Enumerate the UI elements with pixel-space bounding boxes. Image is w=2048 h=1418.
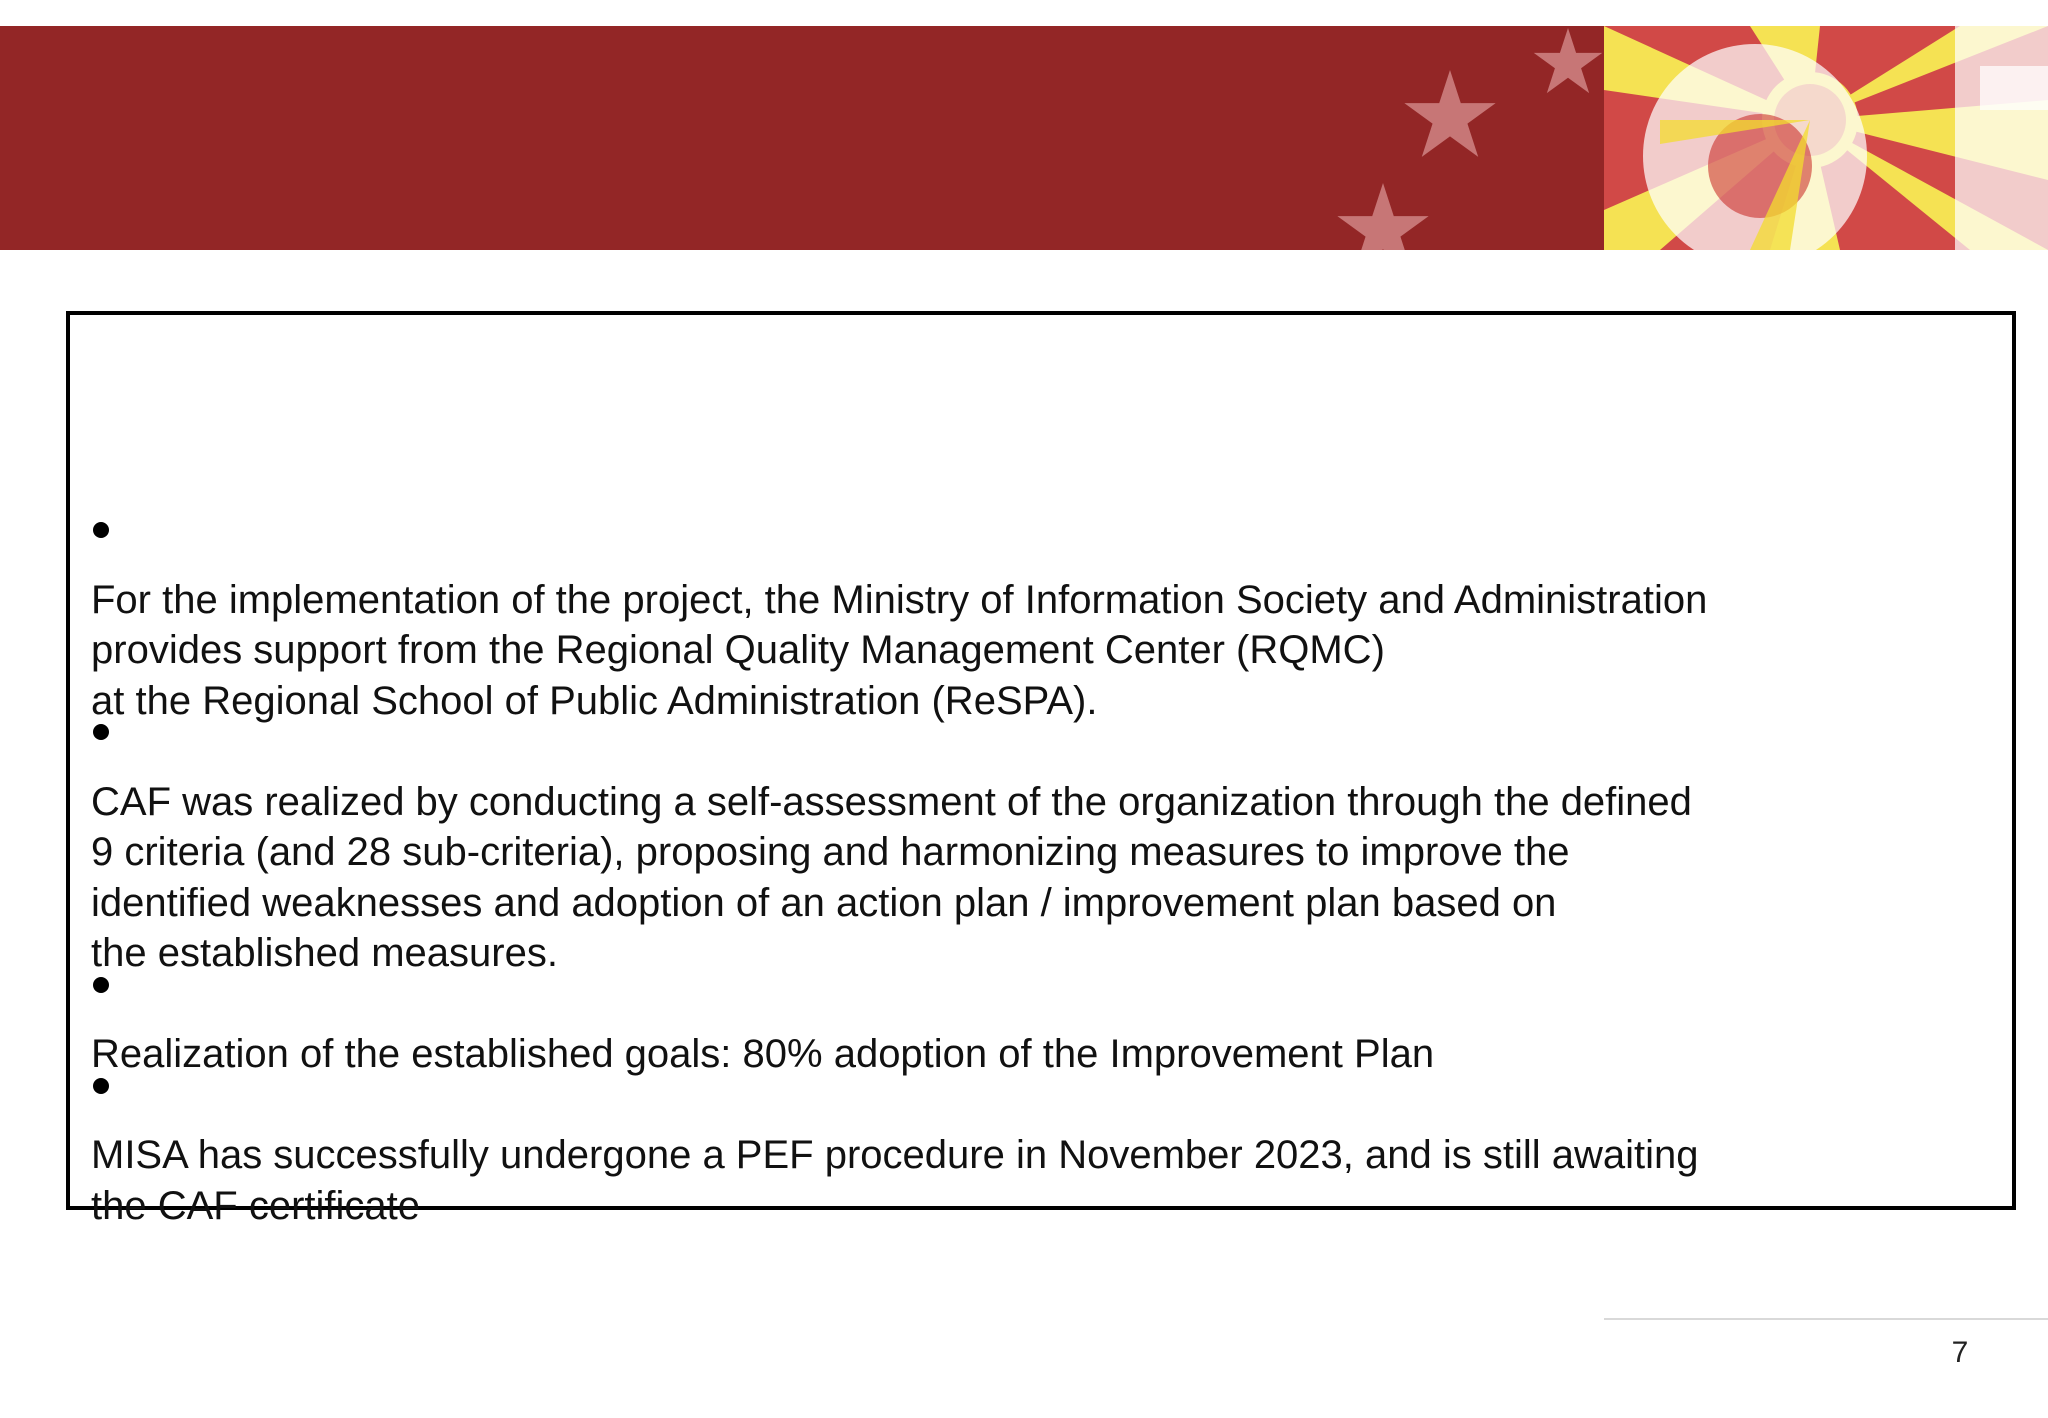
bullet-text: MISA has successfully undergone a PEF procedure in November 2023, and is still awaiting the CAF certificate bbox=[91, 1133, 1699, 1228]
bullet-dot-icon bbox=[93, 522, 109, 538]
list-item bbox=[91, 979, 1991, 1080]
list-item bbox=[91, 1080, 1991, 1232]
bullet-dot-icon bbox=[93, 724, 109, 740]
bullet-list bbox=[91, 524, 1991, 1231]
bullet-text: Realization of the established goals: 80% adoption of the Improvement Plan bbox=[91, 1032, 1435, 1076]
caf-logo-icon bbox=[1604, 26, 2048, 250]
list-item bbox=[91, 524, 1991, 726]
content-box bbox=[66, 311, 2016, 1228]
bullet-text: CAF was realized by conducting a self-assessment of the organization through the defined 9 criteria (and 28 sub-criteria), proposing and harmonizing measures to improve the identified weaknesses and adoption of an action plan / improvement plan based on the established measures. bbox=[91, 779, 1692, 975]
bullet-dot-icon bbox=[93, 1078, 109, 1094]
banner-artwork bbox=[0, 26, 2048, 250]
bullet-dot-icon bbox=[93, 977, 109, 993]
footer-divider bbox=[1604, 1318, 2048, 1320]
bullet-text: For the implementation of the project, the Ministry of Information Society and Administration provides support from the Regional Quality Management Center (RQMC) at the Regional School of Public Administration (ReSPA). bbox=[91, 577, 1708, 723]
list-item bbox=[91, 726, 1991, 979]
page-number: 7 bbox=[1951, 1336, 1969, 1369]
header-banner bbox=[0, 26, 2048, 250]
